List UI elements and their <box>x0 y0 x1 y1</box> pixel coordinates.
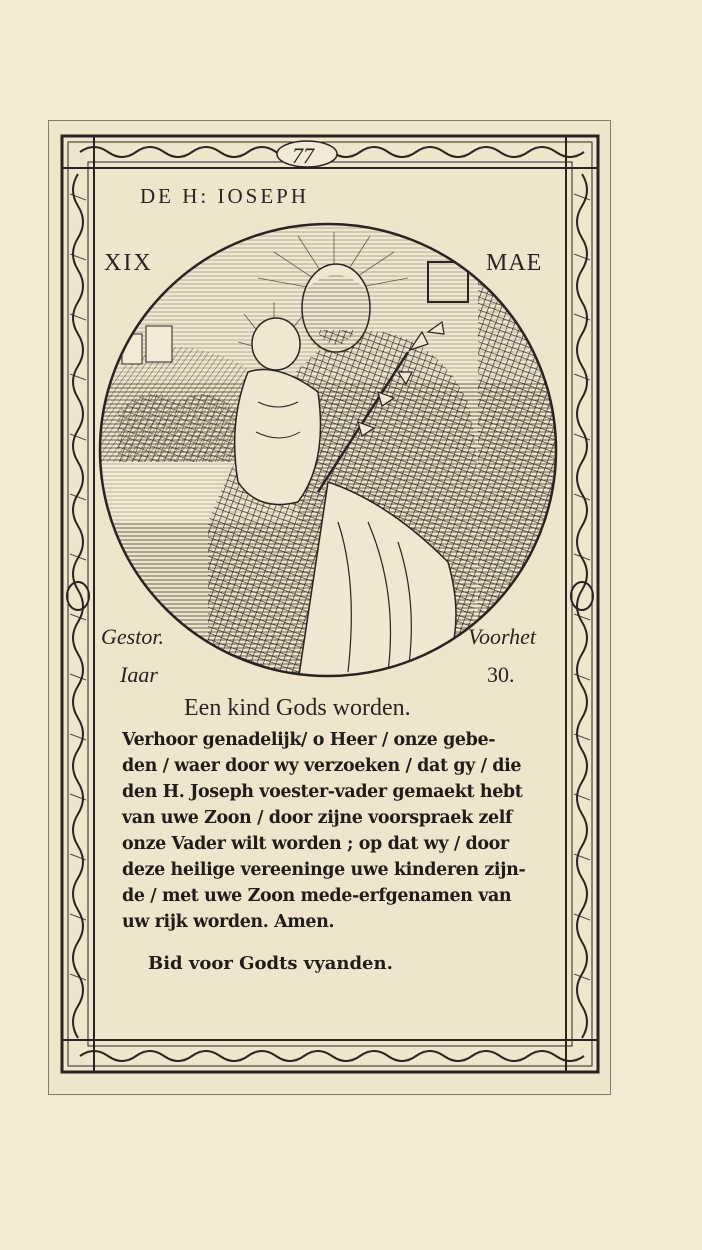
prayer-line: deze heilige vereeninge uwe kinderen zijn- <box>122 860 526 880</box>
year-number: 30. <box>487 662 515 687</box>
feast-day: XIX <box>104 250 153 276</box>
prayer-line: uw rijk worden. Amen. <box>122 912 335 932</box>
motto: Een kind Gods worden. <box>184 695 411 721</box>
death-caption: Gestor. <box>101 624 164 649</box>
feast-month: MAE <box>486 250 543 276</box>
prayer-line: onze Vader wilt worden ; op dat wy / door <box>122 834 509 854</box>
prayer-line: den H. Joseph voester-vader gemaekt hebt <box>122 782 523 802</box>
saint-title: DE H: IOSEPH <box>140 184 310 208</box>
prayer-line: de / met uwe Zoon mede-erfgenamen van <box>122 886 512 906</box>
prayer-text <box>122 727 552 935</box>
prayer-line: van uwe Zoon / door zijne voorspraek zelf <box>122 808 513 828</box>
prayer-line: den / waer door wy verzoeken / dat gy / die <box>122 756 522 776</box>
saint-joseph-medallion <box>98 222 560 678</box>
year-label: Iaar <box>120 662 158 687</box>
year-caption: Voorhet <box>468 624 537 649</box>
prayer-line: Verhoor genadelijk/ o Heer / onze gebe- <box>122 730 496 750</box>
closing-invocation: Bid voor Godts vyanden. <box>148 953 393 974</box>
plate-number: 77 <box>292 143 314 168</box>
